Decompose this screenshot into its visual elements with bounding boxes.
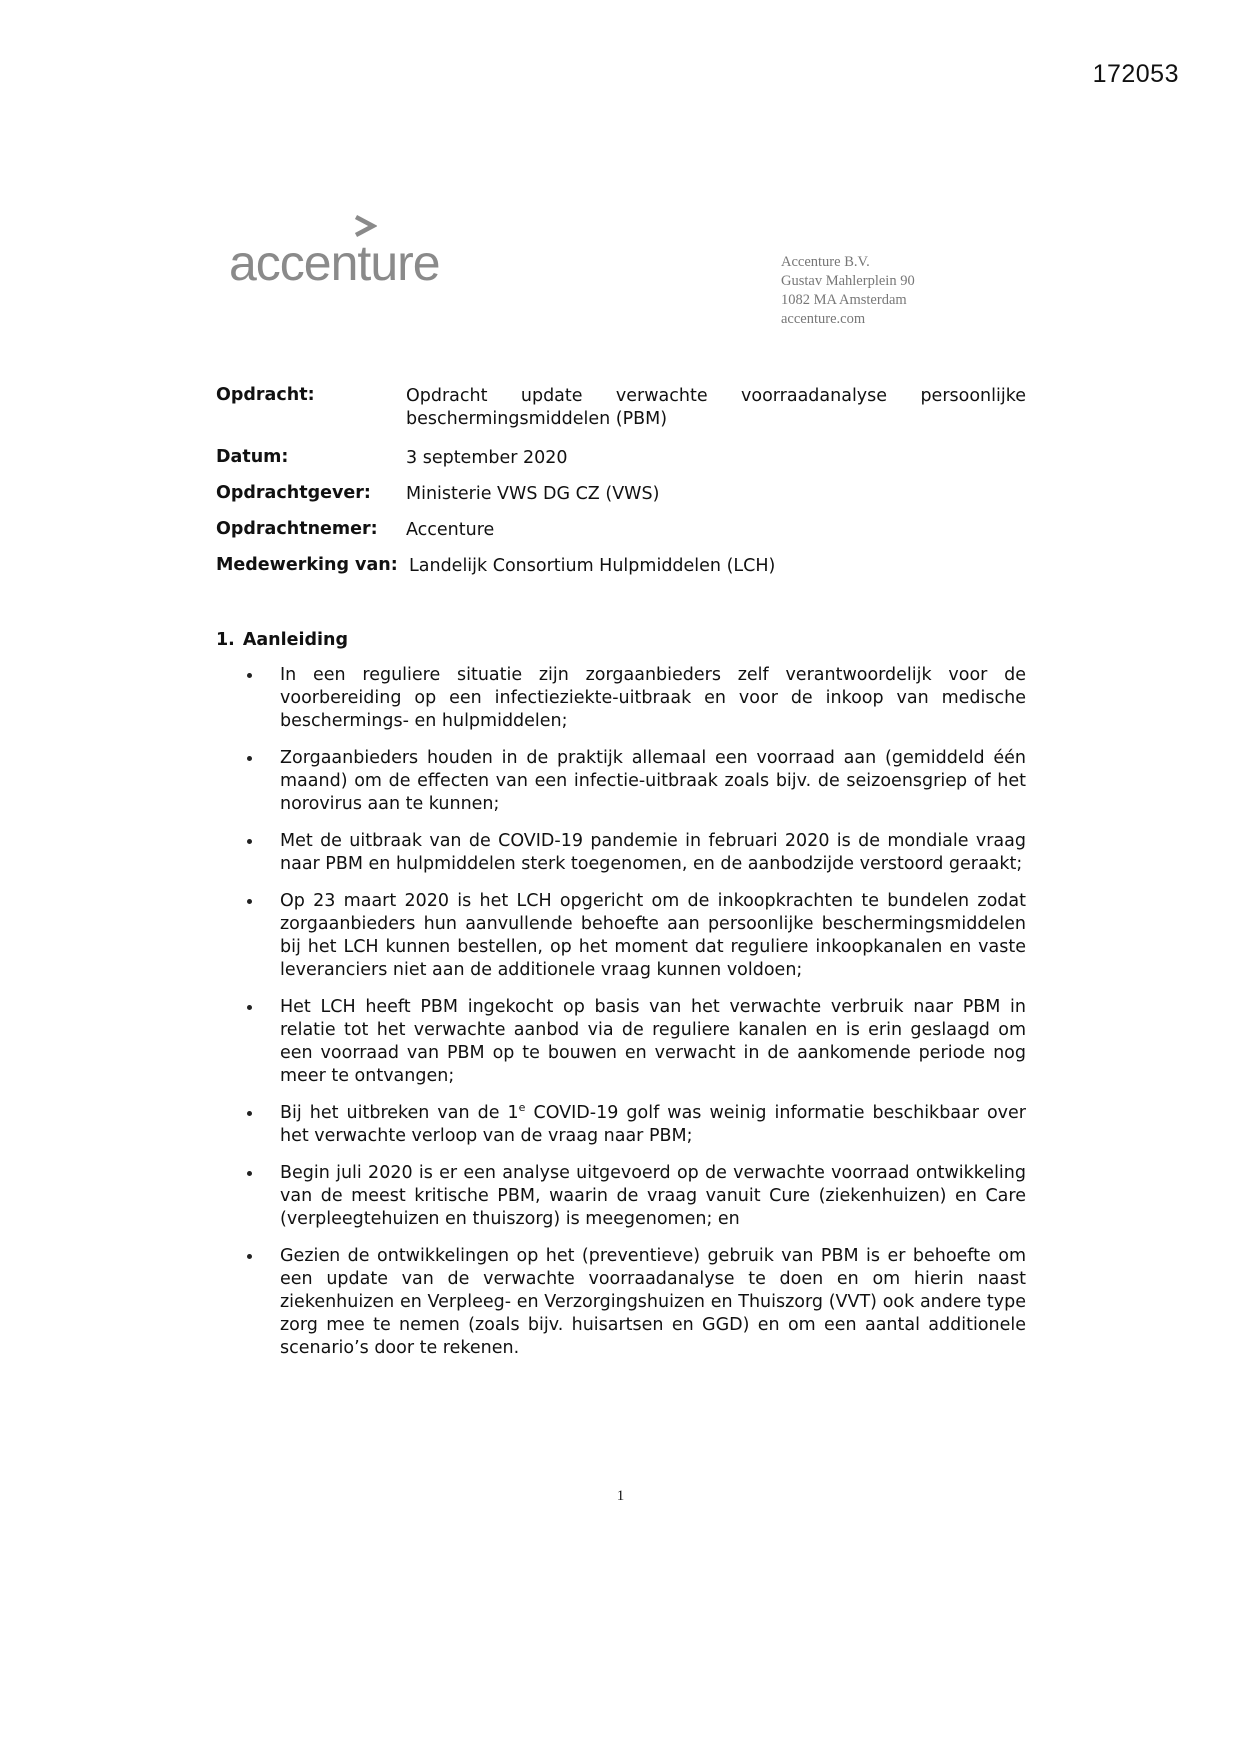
section-heading bbox=[216, 630, 356, 650]
list-item-text-end: COVID-19 golf was weinig informatie beschikbaar over het verwachte verloop van de vraag naar PBM; bbox=[280, 1103, 1027, 1146]
superscript: e bbox=[518, 1101, 526, 1115]
list-item bbox=[245, 996, 1026, 1088]
address-line: Gustav Mahlerplein 90 bbox=[781, 273, 915, 289]
bullet-icon bbox=[247, 1254, 252, 1259]
page-number: 1 bbox=[616, 1488, 625, 1504]
address-line: 1082 MA Amsterdam bbox=[781, 292, 907, 308]
meta-label: Medewerking van: bbox=[216, 555, 398, 575]
bullet-icon bbox=[247, 839, 252, 844]
meta-label: Opdrachtgever: bbox=[216, 483, 371, 503]
meta-row-opdrachtgever bbox=[216, 483, 1026, 519]
bullet-icon bbox=[247, 756, 252, 761]
list-item-text: Het LCH heeft PBM ingekocht op basis van het verwachte verbruik naar PBM in relatie tot het verwachte aanbod via de reguliere kanalen en is erin geslaagd om een voorraad van PBM op te bouwen en verwacht in de aankomende periode nog meer te ontvangen; bbox=[280, 997, 1026, 1086]
meta-value: Accenture bbox=[406, 520, 495, 540]
meta-value: Opdracht update verwachte voorraadanalyse persoonlijke beschermingsmiddelen (PBM) bbox=[406, 386, 1026, 429]
list-item bbox=[245, 1102, 1026, 1148]
list-item-text: Zorgaanbieders houden in de praktijk allemaal een voorraad aan (gemiddeld één maand) om de effecten van een infectie-uitbraak zoals bijv. de seizoensgriep of het norovirus aan te kunnen; bbox=[280, 748, 1026, 814]
address-website: accenture.com bbox=[781, 311, 866, 327]
section-number: 1. bbox=[216, 630, 235, 650]
bullet-list bbox=[245, 664, 1026, 1360]
list-item-text: Gezien de ontwikkelingen op het (preventieve) gebruik van PBM is er behoefte om een update van de verwachte voorraadanalyse te doen en om hierin naast ziekenhuizen en Verpleeg- en Verzorgingshuizen en Thuiszorg (VVT) ook andere type zorg mee te nemen (zoals bijv. huisartsen en GGD) en om een aantal additionele scenario’s door te rekenen. bbox=[280, 1246, 1026, 1358]
meta-value: 3 september 2020 bbox=[406, 448, 568, 468]
bullet-icon bbox=[247, 1171, 252, 1176]
list-item-text bbox=[280, 1102, 1026, 1148]
bullet-icon bbox=[247, 1111, 252, 1116]
list-item bbox=[245, 1245, 1026, 1360]
list-item bbox=[245, 1162, 1026, 1231]
meta-row-medewerking bbox=[216, 555, 1026, 591]
list-item-text-start: Bij het uitbreken van de 1 bbox=[280, 1103, 519, 1123]
accenture-logo bbox=[229, 214, 469, 290]
bullet-icon bbox=[247, 1005, 252, 1010]
meta-label: Opdracht: bbox=[216, 385, 315, 405]
list-item-text: Met de uitbraak van de COVID-19 pandemie in februari 2020 is de mondiale vraag naar PBM en hulpmiddelen sterk toegenomen, en de aanbodzijde verstoord geraakt; bbox=[280, 831, 1026, 874]
list-item-text: Op 23 maart 2020 is het LCH opgericht om de inkoopkrachten te bundelen zodat zorgaanbieders hun aanvullende behoefte aan persoonlijke beschermingsmiddelen bij het LCH kunnen bestellen, op het moment dat reguliere inkoopkanalen en vaste leveranciers niet aan de additionele vraag kunnen voldoen; bbox=[280, 891, 1026, 980]
company-address bbox=[781, 253, 915, 329]
list-item bbox=[245, 664, 1026, 733]
logo-wordmark: accenture bbox=[229, 235, 440, 291]
document-id: 172053 bbox=[1092, 60, 1179, 88]
meta-value: Ministerie VWS DG CZ (VWS) bbox=[406, 484, 660, 504]
meta-label: Opdrachtnemer: bbox=[216, 519, 378, 539]
meta-row-datum bbox=[216, 447, 1026, 483]
section-title: Aanleiding bbox=[242, 630, 349, 650]
bullet-icon bbox=[247, 673, 252, 678]
address-line: Accenture B.V. bbox=[781, 254, 870, 270]
meta-value: Landelijk Consortium Hulpmiddelen (LCH) bbox=[409, 556, 776, 576]
meta-row-opdrachtnemer bbox=[216, 519, 1026, 555]
list-item bbox=[245, 890, 1026, 982]
meta-row-opdracht bbox=[216, 385, 1026, 447]
list-item bbox=[245, 830, 1026, 876]
assignment-details bbox=[216, 385, 1026, 591]
list-item-text: Begin juli 2020 is er een analyse uitgevoerd op de verwachte voorraad ontwikkeling van de meest kritische PBM, waarin de vraag vanuit Cure (ziekenhuizen) en Care (verpleegtehuizen en thuiszorg) is meegenomen; en bbox=[280, 1163, 1026, 1229]
list-item-text: In een reguliere situatie zijn zorgaanbieders zelf verantwoordelijk voor de voorbereiding op een infectieziekte-uitbraak en voor de inkoop van medische beschermings- en hulpmiddelen; bbox=[280, 665, 1026, 731]
list-item bbox=[245, 747, 1026, 816]
meta-label: Datum: bbox=[216, 447, 289, 467]
bullet-icon bbox=[247, 899, 252, 904]
